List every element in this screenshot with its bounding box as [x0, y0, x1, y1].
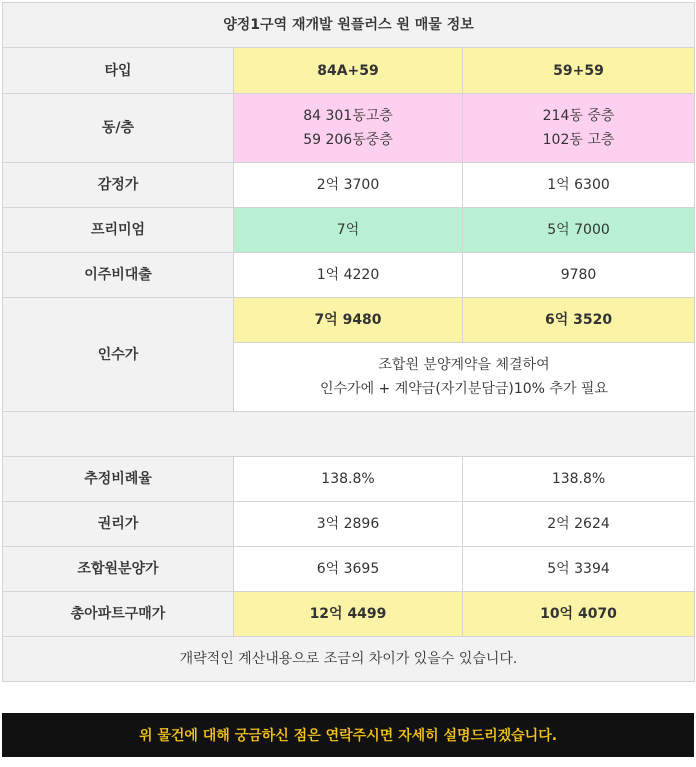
- row-label-premium: 프리미엄: [3, 208, 234, 253]
- row-label-member-price: 조합원분양가: [3, 547, 234, 592]
- relocation-loan-b: 9780: [463, 253, 695, 298]
- unit-a: [234, 94, 463, 163]
- table-row: [3, 547, 695, 592]
- unit-a-line1: 84 301동고층: [303, 108, 393, 124]
- relocation-loan-a: 1억 4220: [234, 253, 463, 298]
- ratio-a: 138.8%: [234, 457, 463, 502]
- row-label-unit: 동/층: [3, 94, 234, 163]
- rights-a: 3억 2896: [234, 502, 463, 547]
- total-a: 12억 4499: [234, 592, 463, 637]
- contact-banner: 위 물건에 대해 궁금하신 점은 연락주시면 자세히 설명드리겠습니다.: [2, 713, 694, 757]
- appraisal-b: 1억 6300: [463, 163, 695, 208]
- member-price-a: 6억 3695: [234, 547, 463, 592]
- table-row: [3, 94, 695, 163]
- acquisition-note-line1: 조합원 분양계약을 체결하여: [378, 357, 550, 373]
- disclaimer: 개략적인 계산내용으로 조금의 차이가 있을수 있습니다.: [3, 637, 695, 682]
- ratio-b: 138.8%: [463, 457, 695, 502]
- rights-b: 2억 2624: [463, 502, 695, 547]
- table-row: [3, 457, 695, 502]
- row-label-relocation-loan: 이주비대출: [3, 253, 234, 298]
- type-a: 84A+59: [234, 48, 463, 94]
- table-row: [3, 502, 695, 547]
- total-b: 10억 4070: [463, 592, 695, 637]
- acquisition-a: 7억 9480: [234, 298, 463, 343]
- table-row: [3, 163, 695, 208]
- row-label-appraisal: 감정가: [3, 163, 234, 208]
- premium-a: 7억: [234, 208, 463, 253]
- unit-b: [463, 94, 695, 163]
- row-label-type: 타입: [3, 48, 234, 94]
- unit-a-line2: 59 206동중층: [303, 132, 393, 148]
- table-row: [3, 48, 695, 94]
- row-label-rights: 권리가: [3, 502, 234, 547]
- acquisition-b: 6억 3520: [463, 298, 695, 343]
- listing-info-table: [2, 2, 695, 682]
- acquisition-note: [234, 343, 695, 412]
- table-row: [3, 298, 695, 343]
- member-price-b: 5억 3394: [463, 547, 695, 592]
- appraisal-a: 2억 3700: [234, 163, 463, 208]
- acquisition-note-line2: 인수가에 + 계약금(자기분담금)10% 추가 필요: [320, 381, 608, 397]
- table-title: 양정1구역 재개발 원플러스 원 매물 정보: [3, 3, 695, 48]
- table-row: [3, 208, 695, 253]
- table-row: [3, 253, 695, 298]
- unit-b-line2: 102동 고층: [542, 132, 615, 148]
- table-row: [3, 592, 695, 637]
- spacer-row: [3, 412, 695, 457]
- type-b: 59+59: [463, 48, 695, 94]
- row-label-ratio: 추정비례율: [3, 457, 234, 502]
- row-label-acquisition: 인수가: [3, 298, 234, 412]
- premium-b: 5억 7000: [463, 208, 695, 253]
- spacer-cell: [3, 412, 695, 457]
- unit-b-line1: 214동 중층: [542, 108, 615, 124]
- row-label-total: 총아파트구매가: [3, 592, 234, 637]
